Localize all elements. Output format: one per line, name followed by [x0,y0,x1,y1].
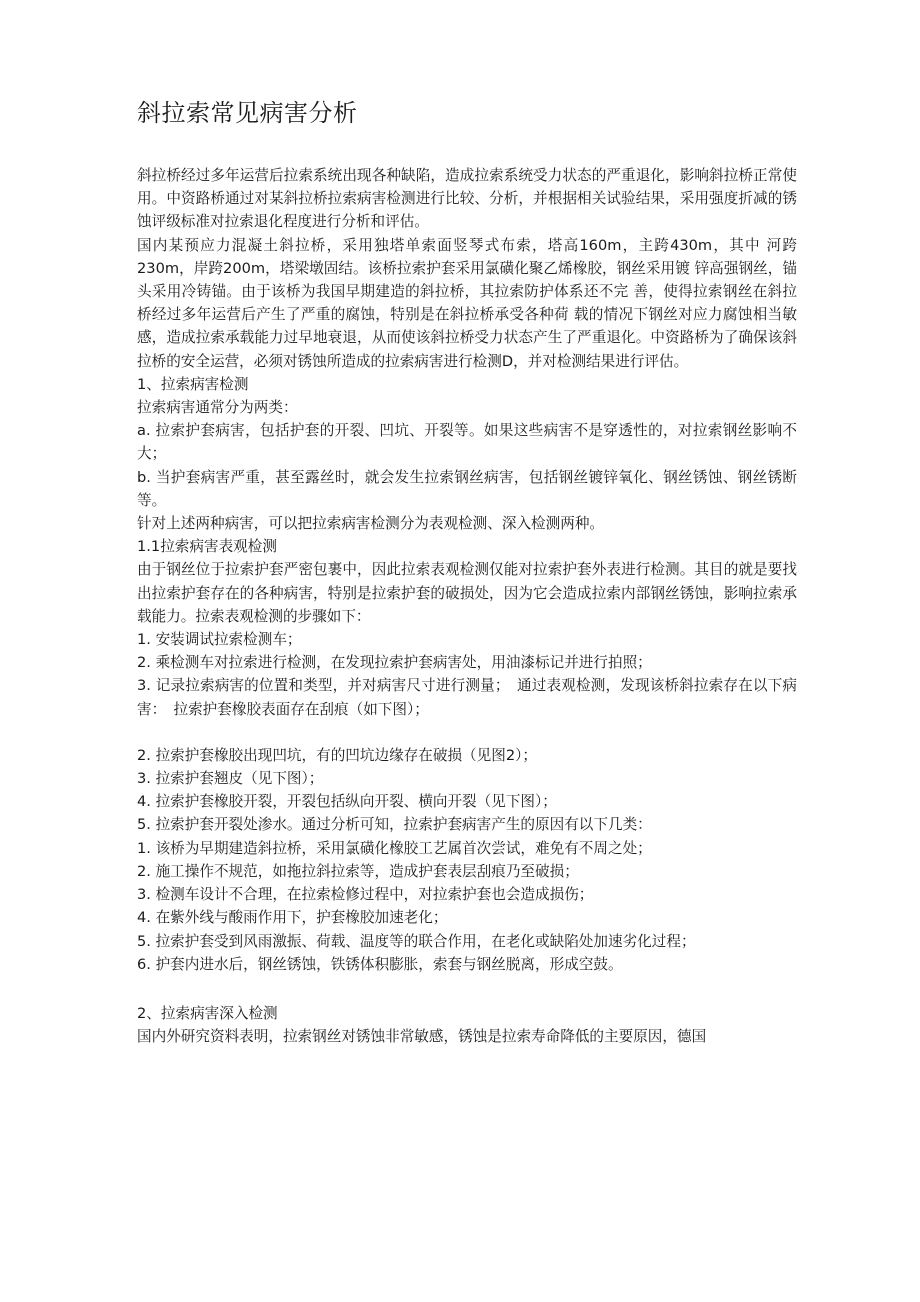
paragraph-bridge-description: 国内某预应力混凝土斜拉桥，采用独塔单索面竖琴式布索，塔高160m，主跨430m，其中 河跨230m，岸跨200m，塔梁墩固结。该桥拉索护套采用氯磺化聚乙烯橡胶，钢丝采用镀 锌高强钢丝，锚头采用冷铸锚。由于该桥为我国早期建造的斜拉桥，其拉索防护体系还不完 善，使得拉索钢丝在斜拉桥经过多年运营后产生了严重的腐蚀，特别是在斜拉桥承受各种荷 载的情况下钢丝对应力腐蚀相当敏感，造成拉索承载能力过早地衰退，从而使该斜拉桥受力状态产生了严重退化。中资路桥为了确保该斜拉桥的安全运营，必须对锈蚀所造成的拉索病害进行检测D，并对检测结果进行评估。 [137,236,797,370]
list-item-defect-3: 3. 拉索护套翘皮（见下图）； [137,770,324,788]
list-item-a: a. 拉索护套病害，包括护套的开裂、凹坑、开裂等。如果这些病害不是穿透性的，对拉索钢丝影响不大； [137,422,797,463]
document-page [137,96,797,1048]
paragraph-deep-inspection: 国内外研究资料表明，拉索钢丝对锈蚀非常敏感，锈蚀是拉索寿命降低的主要原因，德国 [137,1028,707,1046]
list-item-cause-1: 1. 该桥为早期建造斜拉桥，采用氯磺化橡胶工艺属首次尝试，难免有不周之处； [137,839,652,857]
paragraph-visual-inspection: 由于钢丝位于拉索护套严密包裹中，因此拉索表观检测仅能对拉索护套外表进行检测。其目的就是要找出拉索护套存在的各种病害，特别是拉索护套的破损处，因为它会造成拉索内部钢丝锈蚀，影响拉索承载能力。拉索表观检测的步骤如下： [137,561,797,625]
list-item-cause-4: 4. 在紫外线与酸雨作用下，护套橡胶加速老化； [137,909,448,927]
section-heading-2: 2、拉索病害深入检测 [137,1004,278,1022]
list-item-cause-5: 5. 拉索护套受到风雨激振、荷载、温度等的联合作用，在老化或缺陷处加速劣化过程； [137,932,696,950]
list-item-defect-4: 4. 拉索护套橡胶开裂，开裂包括纵向开裂、横向开裂（见下图）； [137,793,557,811]
list-item-step-2: 2. 乘检测车对拉索进行检测，在发现拉索护套病害处，用油漆标记并进行拍照； [137,654,652,672]
paragraph-detection-types: 针对上述两种病害，可以把拉索病害检测分为表观检测、深入检测两种。 [137,515,605,533]
list-item-cause-3: 3. 检测车设计不合理，在拉索检修过程中，对拉索护套也会造成损伤； [137,886,594,904]
paragraph-categories: 拉索病害通常分为两类： [137,399,298,417]
section-heading-1-1: 1.1拉索病害表观检测 [137,538,277,556]
list-item-cause-2: 2. 施工操作不规范，如拖拉斜拉索等，造成护套表层刮痕乃至破损； [137,862,579,880]
paragraph-intro: 斜拉桥经过多年运营后拉索系统出现各种缺陷，造成拉索系统受力状态的严重退化，影响斜拉桥正常使用。中资路桥通过对某斜拉桥拉索病害检测进行比较、分析，并根据相关试验结果，采用强度折减的锈蚀评级标准对拉索退化程度进行分析和评估。 [137,167,797,231]
list-item-defect-2: 2. 拉索护套橡胶出现凹坑，有的凹坑边缘存在破损（见图2）； [137,746,537,764]
page-title: 斜拉索常见病害分析 [137,99,358,127]
list-item-defect-5: 5. 拉索护套开裂处渗水。通过分析可知，拉索护套病害产生的原因有以下几类： [137,816,652,834]
list-item-step-3: 3. 记录拉索病害的位置和类型，并对病害尺寸进行测量； 通过表观检测，发现该桥斜拉索存在以下病害： 拉索护套橡胶表面存在刮痕（如下图）； [137,677,797,718]
list-item-step-1: 1. 安装调试拉索检测车； [137,631,302,649]
blank-line [137,976,797,1002]
list-item-b: b. 当护套病害严重，甚至露丝时，就会发生拉索钢丝病害，包括钢丝镀锌氧化、钢丝锈蚀、钢丝锈断等。 [137,468,797,509]
blank-line [137,721,797,744]
section-heading-1: 1、拉索病害检测 [137,375,249,393]
list-item-cause-6: 6. 护套内进水后，钢丝锈蚀，铁锈体积膨胀，索套与钢丝脱离，形成空鼓。 [137,955,623,973]
